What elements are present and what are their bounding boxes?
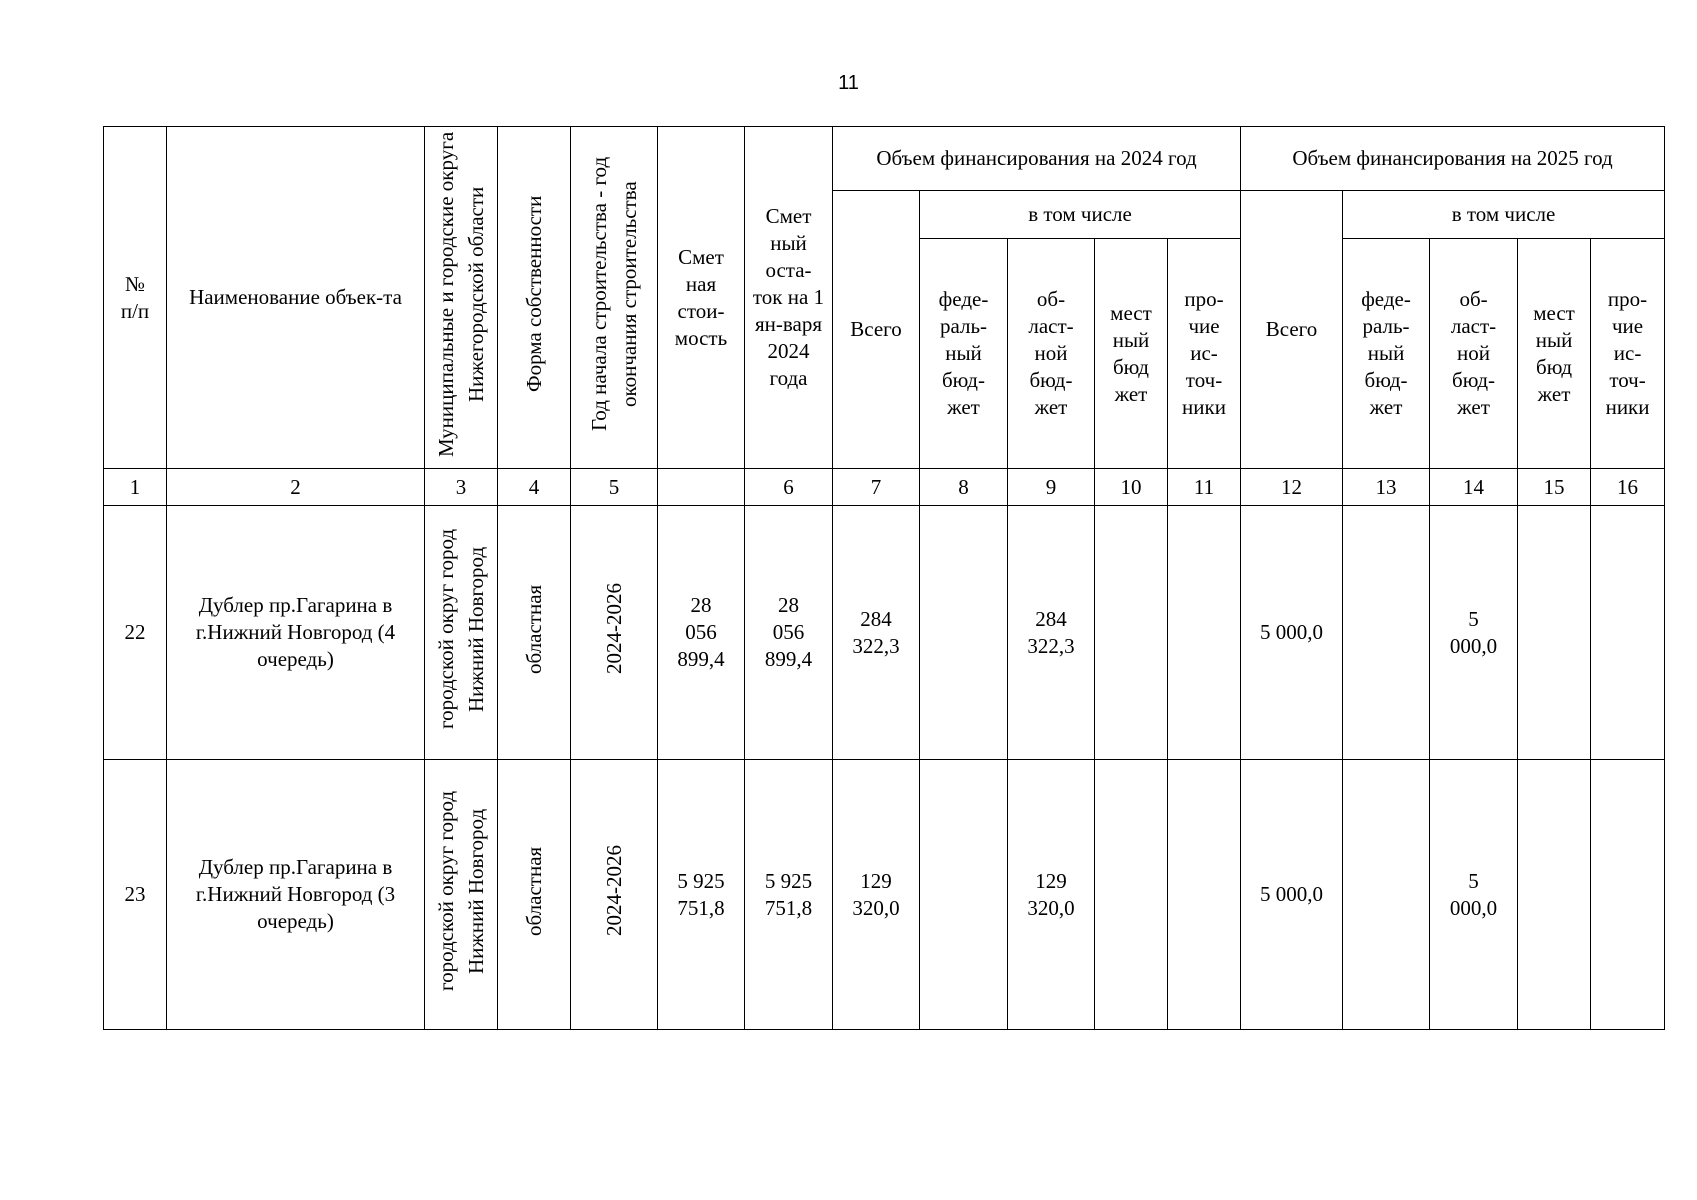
header-local-2025 — [1518, 239, 1591, 469]
row-regional-2025-value: 5 000,0 — [1449, 868, 1498, 920]
row-remainder — [745, 760, 833, 1030]
column-number: 13 — [1343, 469, 1430, 506]
column-number: 12 — [1241, 469, 1343, 506]
row-federal-2025 — [1343, 506, 1430, 760]
column-number: 11 — [1168, 469, 1241, 506]
header-regional-2025 — [1430, 239, 1518, 469]
row-municipality-label: городской округ город Нижний Новгород — [434, 790, 488, 992]
header-total-2025: Всего — [1241, 191, 1343, 469]
row-local-2025 — [1518, 506, 1591, 760]
row-ownership — [498, 760, 571, 1030]
row-total-2024 — [833, 506, 920, 760]
header-other-2024 — [1168, 239, 1241, 469]
header-other-2024-label: про-чие ис-точ-ники — [1182, 287, 1226, 419]
financing-table — [103, 126, 1665, 1030]
row-total-2024 — [833, 760, 920, 1030]
row-other-2025 — [1591, 506, 1665, 760]
header-including-2024: в том числе — [920, 191, 1241, 239]
header-federal-2024-label: феде-раль-ный бюд-жет — [938, 287, 989, 419]
header-local-2025-label: мест ный бюд жет — [1533, 300, 1575, 406]
row-total-2024-value: 284 322,3 — [852, 606, 900, 658]
column-number: 1 — [104, 469, 167, 506]
row-regional-2024-value: 284 322,3 — [1027, 606, 1075, 658]
column-number: 5 — [571, 469, 658, 506]
table-row — [104, 760, 1665, 1030]
column-number: 8 — [920, 469, 1008, 506]
row-municipality-label: городской округ город Нижний Новгород — [434, 528, 488, 730]
row-estimated-cost-value: 5 925 751,8 — [677, 868, 725, 920]
column-number: 7 — [833, 469, 920, 506]
row-years-label: 2024-2026 — [602, 845, 626, 937]
header-municipal — [425, 127, 498, 469]
row-federal-2024 — [920, 760, 1008, 1030]
row-estimated-cost — [658, 506, 745, 760]
header-federal-2024 — [920, 239, 1008, 469]
row-federal-2024 — [920, 506, 1008, 760]
header-years — [571, 127, 658, 469]
header-name — [167, 127, 425, 469]
column-number: 14 — [1430, 469, 1518, 506]
row-local-2024 — [1095, 760, 1168, 1030]
row-object-name: Дублер пр.Гагарина в г.Нижний Новгород (4 очередь) — [167, 506, 425, 760]
row-regional-2025 — [1430, 760, 1518, 1030]
header-federal-2025-label: феде-раль-ный бюд-жет — [1361, 287, 1411, 419]
row-other-2024 — [1168, 506, 1241, 760]
header-funding-2024: Объем финансирования на 2024 год — [833, 127, 1241, 191]
header-funding-2025: Объем финансирования на 2025 год — [1241, 127, 1665, 191]
header-ownership-label: Форма собственности — [522, 195, 546, 393]
column-number — [658, 469, 745, 506]
row-total-2025: 5 000,0 — [1241, 506, 1343, 760]
row-years — [571, 760, 658, 1030]
column-number: 9 — [1008, 469, 1095, 506]
row-object-name: Дублер пр.Гагарина в г.Нижний Новгород (3 очередь) — [167, 760, 425, 1030]
row-other-2025 — [1591, 760, 1665, 1030]
header-estimated-remainder — [745, 127, 833, 469]
row-remainder-value: 28 056 899,4 — [764, 593, 813, 671]
header-total-2024: Всего — [833, 191, 920, 469]
header-other-2025-label: про-чие ис-точ-ники — [1605, 287, 1650, 419]
row-regional-2024 — [1008, 506, 1095, 760]
header-local-2024-label: мест ный бюд жет — [1110, 300, 1152, 406]
header-regional-2024-label: об-ласт-ной бюд-жет — [1028, 287, 1074, 419]
header-federal-2025 — [1343, 239, 1430, 469]
column-number: 2 — [167, 469, 425, 506]
row-ownership — [498, 506, 571, 760]
row-remainder — [745, 506, 833, 760]
header-regional-2025-label: об-ласт-ной бюд-жет — [1450, 287, 1497, 419]
row-num: 23 — [104, 760, 167, 1030]
header-num — [104, 127, 167, 469]
column-number: 4 — [498, 469, 571, 506]
header-ownership — [498, 127, 571, 469]
row-regional-2024 — [1008, 760, 1095, 1030]
column-numbers-row — [104, 469, 1665, 506]
column-number: 16 — [1591, 469, 1665, 506]
header-num-label: № п/п — [120, 271, 150, 323]
row-years — [571, 506, 658, 760]
header-municipal-label: Муниципальные и городские округа Нижегородской области — [434, 131, 488, 457]
header-other-2025 — [1591, 239, 1665, 469]
row-local-2025 — [1518, 760, 1591, 1030]
header-regional-2024 — [1008, 239, 1095, 469]
column-number: 15 — [1518, 469, 1591, 506]
row-remainder-value: 5 925 751,8 — [764, 868, 813, 920]
header-estimated-cost-label: Смет ная стои-мость — [674, 244, 728, 350]
row-estimated-cost-value: 28 056 899,4 — [677, 593, 725, 671]
header-row-1 — [104, 127, 1665, 191]
row-local-2024 — [1095, 506, 1168, 760]
row-regional-2025 — [1430, 506, 1518, 760]
table-row — [104, 506, 1665, 760]
row-years-label: 2024-2026 — [602, 583, 626, 675]
row-ownership-label: областная — [522, 846, 546, 936]
header-local-2024 — [1095, 239, 1168, 469]
row-municipality — [425, 760, 498, 1030]
header-estimated-cost — [658, 127, 745, 469]
row-estimated-cost — [658, 760, 745, 1030]
column-number: 6 — [745, 469, 833, 506]
row-regional-2024-value: 129 320,0 — [1027, 868, 1075, 920]
column-number: 3 — [425, 469, 498, 506]
row-municipality — [425, 506, 498, 760]
header-estimated-remainder-label: Смет ный оста-ток на 1 ян-варя 2024 года — [752, 204, 825, 390]
row-num: 22 — [104, 506, 167, 760]
row-total-2025: 5 000,0 — [1241, 760, 1343, 1030]
row-regional-2025-value: 5 000,0 — [1449, 606, 1498, 658]
row-total-2024-value: 129 320,0 — [852, 868, 900, 920]
header-years-label: Год начала строительства - год окончания строительства — [587, 156, 641, 432]
row-federal-2025 — [1343, 760, 1430, 1030]
page-number: 11 — [838, 72, 859, 94]
header-including-2025: в том числе — [1343, 191, 1665, 239]
row-other-2024 — [1168, 760, 1241, 1030]
column-number: 10 — [1095, 469, 1168, 506]
header-name-label: Наименование объек-та — [189, 285, 402, 309]
row-ownership-label: областная — [522, 584, 546, 674]
